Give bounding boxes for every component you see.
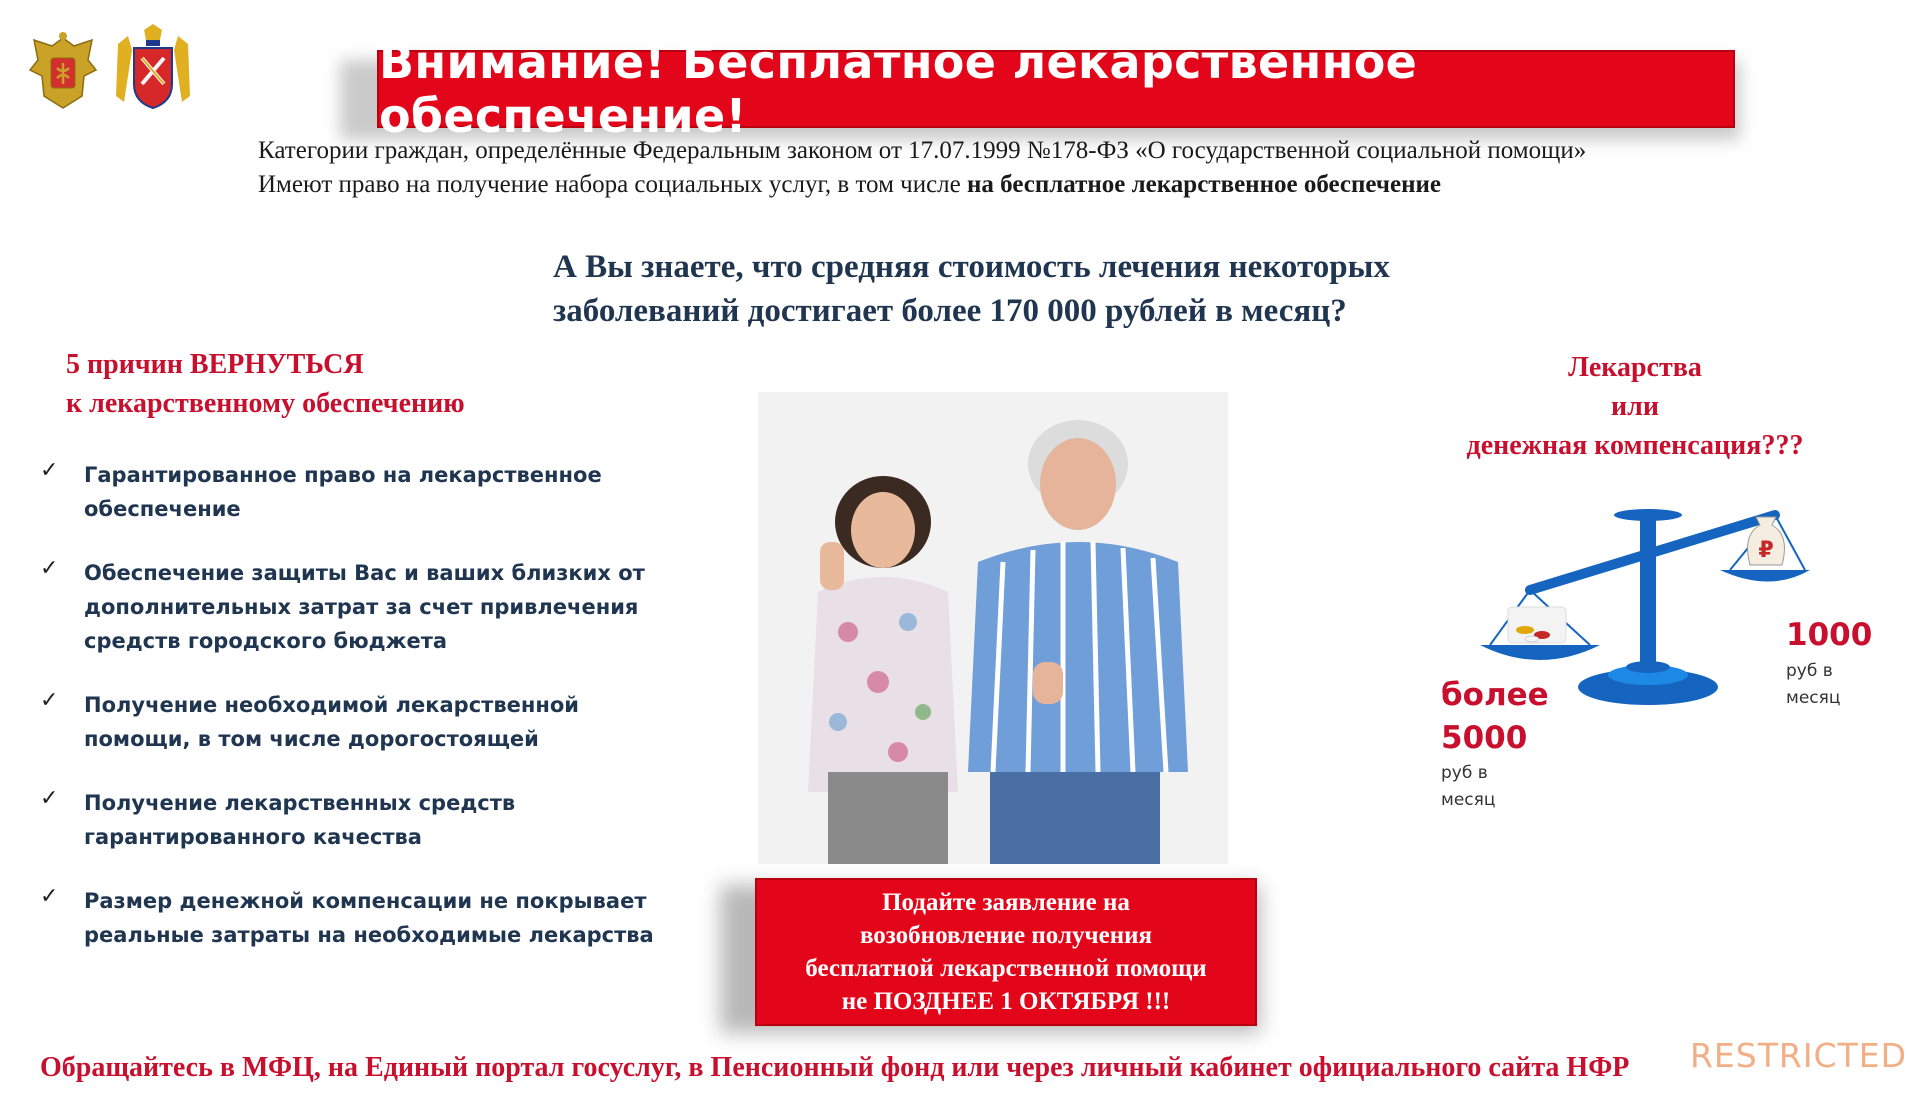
intro-text xyxy=(258,134,1586,202)
intro-line-2-bold: на бесплатное лекарственное обеспечение xyxy=(967,171,1441,198)
footer-contact: Обращайтесь в МФЦ, на Единый портал госуслуг, в Пенсионный фонд или через личный кабинет официального сайта НФР xyxy=(40,1052,1630,1083)
reason-text: Обеспечение защиты Вас и ваших близких от дополнительных затрат за счет привлечения средств городского бюджета xyxy=(84,561,645,653)
choice-line-2: или xyxy=(1611,391,1659,422)
intro-line-1: Категории граждан, определённые Федеральным законом от 17.07.1999 №178-ФЗ «О государственной социальной помощи» xyxy=(258,137,1587,164)
list-item xyxy=(40,786,680,854)
reasons-heading-line-2: к лекарственному обеспечению xyxy=(66,388,465,419)
question-line-2: заболеваний достигает более 170 000 рублей в месяц? xyxy=(553,293,1347,329)
cta-line-1: Подайте заявление на xyxy=(882,889,1130,916)
cost-question xyxy=(553,245,1390,333)
cta-line-3: бесплатной лекарственной помощи xyxy=(805,955,1207,982)
more-value: 5000 xyxy=(1441,720,1528,756)
reason-text: Гарантированное право на лекарственное обеспечение xyxy=(84,463,602,521)
less-unit: руб в месяц xyxy=(1786,661,1841,708)
deadline-notice xyxy=(755,878,1257,1026)
choice-heading xyxy=(1395,348,1875,465)
intro-line-2-prefix: Имеют право на получение набора социальных услуг, в том числе xyxy=(258,171,968,198)
list-item xyxy=(40,884,680,952)
title-banner: Внимание! Бесплатное лекарственное обеспечение! xyxy=(377,50,1735,128)
elderly-couple-photo xyxy=(758,392,1228,864)
more-prefix: более xyxy=(1441,677,1549,713)
less-value: 1000 xyxy=(1786,617,1873,653)
list-item xyxy=(40,688,680,756)
question-line-1: А Вы знаете, что средняя стоимость лечения некоторых xyxy=(553,249,1390,285)
reason-text: Получение лекарственных средств гарантированного качества xyxy=(84,791,516,849)
reasons-list xyxy=(40,458,680,982)
checkmark-icon: ✓ xyxy=(40,688,59,713)
cta-line-2: возобновление получения xyxy=(859,922,1153,949)
cta-line-4: не ПОЗДНЕЕ 1 ОКТЯБРЯ !!! xyxy=(841,988,1171,1015)
reason-text: Размер денежной компенсации не покрывает реальные затраты на необходимые лекарства xyxy=(84,889,654,947)
restricted-stamp: RESTRICTED xyxy=(1690,1036,1908,1075)
intro-line-2 xyxy=(258,168,1586,202)
reasons-heading xyxy=(66,345,465,423)
checkmark-icon: ✓ xyxy=(40,458,59,483)
russia-emblem-icon xyxy=(26,30,100,112)
reasons-heading-line-1: 5 причин ВЕРНУТЬСЯ xyxy=(66,349,364,380)
checkmark-icon: ✓ xyxy=(40,884,59,909)
list-item xyxy=(40,556,680,658)
reason-text: Получение необходимой лекарственной помощи, в том числе дорогостоящей xyxy=(84,693,580,751)
choice-line-3: денежная компенсация??? xyxy=(1466,430,1804,461)
checkmark-icon: ✓ xyxy=(40,556,59,581)
choice-line-1: Лекарства xyxy=(1568,352,1702,383)
more-unit: руб в месяц xyxy=(1441,763,1496,810)
list-item xyxy=(40,458,680,526)
ruble-sign: ₽ xyxy=(1758,538,1774,563)
checkmark-icon: ✓ xyxy=(40,786,59,811)
saint-petersburg-emblem-icon xyxy=(110,22,196,114)
